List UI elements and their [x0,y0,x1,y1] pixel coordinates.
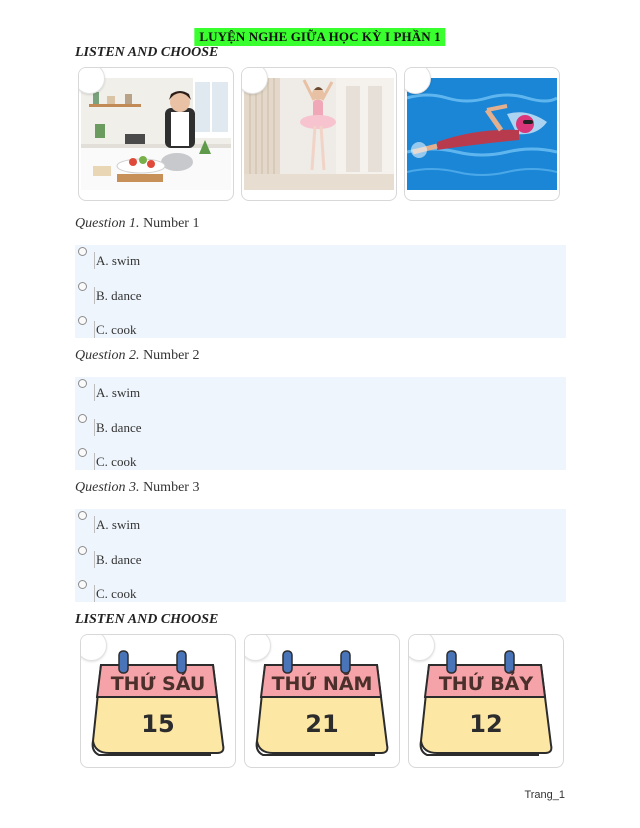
calendar-choice-row [78,634,560,768]
calendar-day: THỨ SÁU [110,673,206,695]
radio-button[interactable] [78,414,87,423]
section-heading-1: LISTEN AND CHOOSE [75,45,219,60]
radio-button[interactable] [78,546,87,555]
question-number: Question 1. [75,216,140,231]
cooking-woman-photo [81,78,231,190]
calendar-date: 21 [305,710,339,738]
section-heading-2: LISTEN AND CHOOSE [75,612,219,627]
option-b[interactable] [75,412,566,443]
calendar-day: THỨ NĂM [271,673,373,695]
option-label: B. dance [96,552,142,567]
calendar-date: 15 [141,710,175,738]
option-label: B. dance [96,288,142,303]
calendar-icon [245,635,399,767]
radio-button[interactable] [78,247,87,256]
question-text: Number 3 [143,480,200,495]
calendar-icon [409,635,563,767]
swimmer-photo [407,78,557,190]
radio-button[interactable] [78,448,87,457]
calendar-choice-card-2[interactable] [244,634,400,768]
option-label: A. swim [96,517,141,532]
option-c[interactable] [75,314,566,345]
option-a[interactable] [75,377,566,408]
image-choice-card-3[interactable] [404,67,560,201]
option-label: A. swim [96,253,141,268]
calendar-date: 12 [469,710,503,738]
option-b[interactable] [75,544,566,575]
options-block-2 [75,377,566,470]
radio-button[interactable] [78,379,87,388]
calendar-day: THỨ BẢY [438,673,534,695]
calendar-icon [81,635,235,767]
question-label-3 [75,480,199,496]
option-a[interactable] [75,245,566,276]
option-label: B. dance [96,420,142,435]
option-label: C. cook [96,454,137,469]
option-c[interactable] [75,446,566,477]
calendar-choice-card-1[interactable] [80,634,236,768]
options-block-3 [75,509,566,602]
image-choice-row [78,67,560,201]
ballet-dancer-photo [244,78,394,190]
question-text: Number 2 [143,348,200,363]
image-choice-card-2[interactable] [241,67,397,201]
question-number: Question 2. [75,348,140,363]
option-label: C. cook [96,586,137,601]
radio-button[interactable] [78,580,87,589]
question-label-2 [75,348,199,364]
option-b[interactable] [75,280,566,311]
options-block-1 [75,245,566,338]
option-a[interactable] [75,509,566,540]
question-number: Question 3. [75,480,140,495]
question-text: Number 1 [143,216,200,231]
image-choice-card-1[interactable] [78,67,234,201]
option-c[interactable] [75,578,566,609]
radio-button[interactable] [78,282,87,291]
option-label: C. cook [96,322,137,337]
radio-button[interactable] [78,511,87,520]
option-label: A. swim [96,385,141,400]
page-title: LUYỆN NGHE GIỮA HỌC KỲ I PHẦN 1 [194,28,445,46]
question-label-1 [75,216,199,232]
radio-button[interactable] [78,316,87,325]
page-footer: Trang_1 [524,789,565,801]
calendar-choice-card-3[interactable] [408,634,564,768]
